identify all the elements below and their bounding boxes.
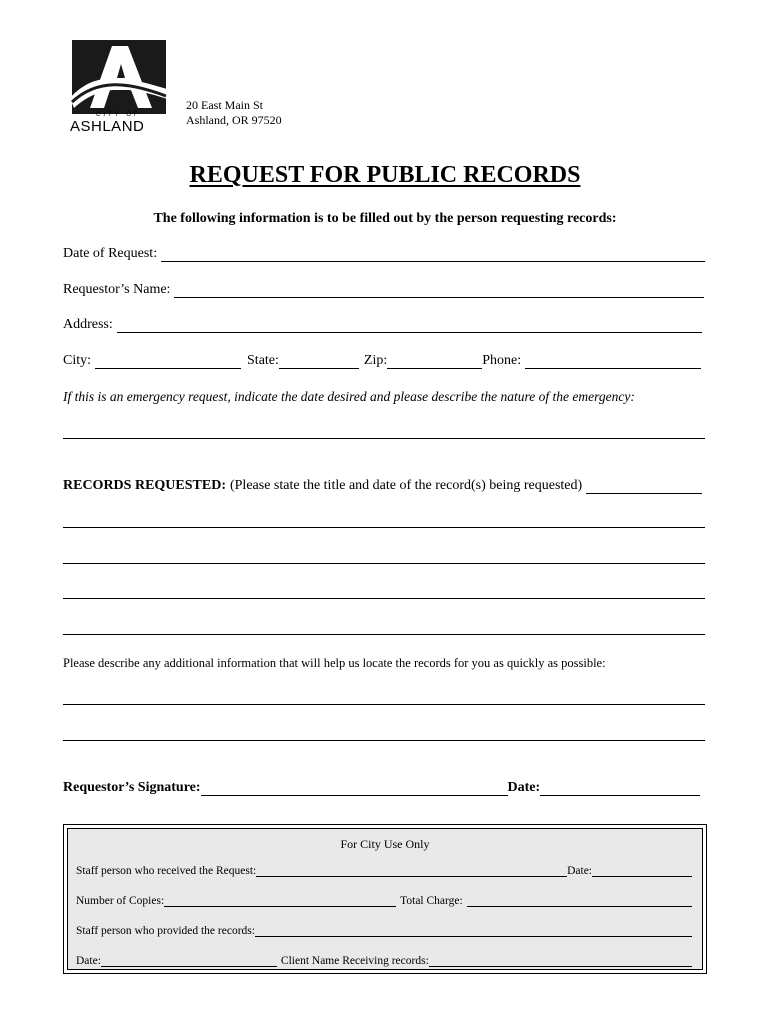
- records-requested-instruction: (Please state the title and date of the record(s) being requested): [229, 478, 583, 493]
- logo-city-of: CITY OF: [96, 112, 141, 118]
- signature-row: [63, 780, 700, 796]
- city-use-box: [63, 824, 707, 974]
- form-subtitle: The following information is to be filled out by the person requesting records:: [153, 211, 617, 226]
- city-use-inner: [67, 828, 703, 970]
- emergency-instruction: If this is an emergency request, indicate the date desired and please describe the nature of the emergency:: [63, 389, 635, 404]
- address-line-1: 20 East Main St: [186, 98, 263, 112]
- staff-received-date-field[interactable]: [592, 865, 692, 877]
- zip-field[interactable]: [387, 354, 482, 369]
- staff-received-label: Staff person who received the Request:: [76, 865, 257, 877]
- signature-field[interactable]: [201, 781, 508, 796]
- city-logo: [70, 40, 170, 135]
- client-name-label: Client Name Receiving records:: [280, 955, 429, 967]
- additional-line-1[interactable]: [63, 704, 705, 705]
- signature-date-label: Date:: [507, 780, 541, 795]
- state-field[interactable]: [279, 354, 359, 369]
- city-field[interactable]: [95, 354, 241, 369]
- staff-provided-field[interactable]: [255, 925, 692, 937]
- city-state-row: [63, 353, 701, 369]
- staff-provided-label: Staff person who provided the records:: [76, 925, 255, 937]
- client-row: [76, 955, 692, 967]
- address-line-2: Ashland, OR 97520: [186, 113, 282, 127]
- zip-label: Zip:: [363, 353, 388, 368]
- staff-provided-row: [76, 925, 692, 937]
- state-label: State:: [247, 353, 279, 368]
- records-requested-field[interactable]: [586, 479, 702, 494]
- emergency-line[interactable]: [63, 438, 705, 439]
- address-field[interactable]: [117, 318, 702, 333]
- client-date-label: Date:: [76, 955, 101, 967]
- client-date-field[interactable]: [101, 955, 277, 967]
- records-line-3[interactable]: [63, 598, 705, 599]
- requestor-name-label: Requestor’s Name:: [63, 282, 171, 297]
- city-label: City:: [63, 353, 92, 368]
- logo-ashland: ASHLAND: [70, 118, 145, 135]
- records-line-2[interactable]: [63, 563, 705, 564]
- additional-line-2[interactable]: [63, 740, 705, 741]
- staff-received-date-label: Date:: [567, 865, 592, 877]
- copies-row: [76, 895, 692, 907]
- total-charge-label: Total Charge:: [400, 895, 463, 907]
- client-name-field[interactable]: [429, 955, 692, 967]
- total-charge-field[interactable]: [467, 895, 692, 907]
- records-requested-row: [63, 478, 702, 494]
- requestor-name-row: [63, 282, 704, 298]
- city-use-title: For City Use Only: [340, 837, 430, 851]
- copies-label: Number of Copies:: [76, 895, 165, 907]
- signature-label: Requestor’s Signature:: [63, 780, 201, 795]
- copies-field[interactable]: [164, 895, 396, 907]
- records-requested-label: RECORDS REQUESTED:: [63, 478, 226, 493]
- signature-date-field[interactable]: [540, 781, 700, 796]
- date-of-request-row: [63, 246, 705, 262]
- staff-received-row: [76, 865, 692, 877]
- phone-field[interactable]: [525, 354, 701, 369]
- phone-label: Phone:: [482, 353, 522, 368]
- staff-received-field[interactable]: [256, 865, 567, 877]
- additional-info-instruction: Please describe any additional information that will help us locate the records for you as quickly as possible:: [63, 656, 606, 670]
- page-title: REQUEST FOR PUBLIC RECORDS: [189, 162, 581, 188]
- records-line-1[interactable]: [63, 527, 705, 528]
- date-of-request-label: Date of Request:: [63, 246, 158, 261]
- address-label: Address:: [63, 317, 113, 332]
- address-row: [63, 317, 702, 333]
- requestor-name-field[interactable]: [174, 283, 704, 298]
- date-of-request-field[interactable]: [161, 247, 705, 262]
- records-line-4[interactable]: [63, 634, 705, 635]
- address-block: [186, 98, 282, 128]
